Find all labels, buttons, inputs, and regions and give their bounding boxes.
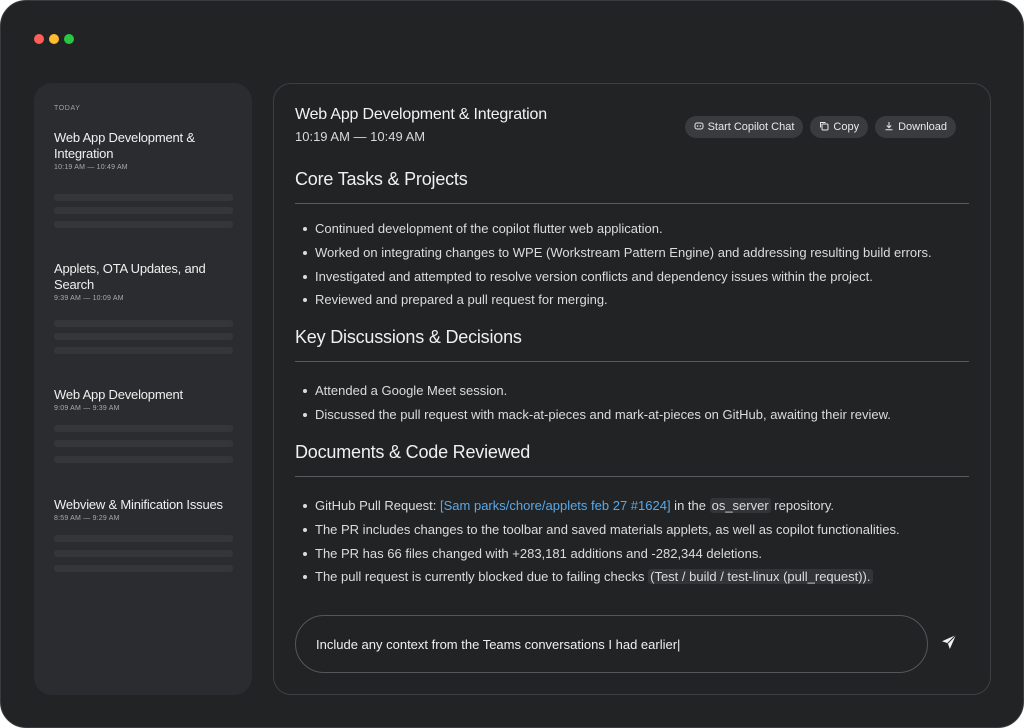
start-copilot-chat-button[interactable] [685,116,804,138]
sidebar-item-web-app-dev-integration[interactable] [34,130,252,171]
sidebar-item-title: Web App Development & Integration [54,130,195,161]
skeleton-line [54,320,233,327]
sidebar-item-web-app-dev[interactable] [34,387,252,412]
skeleton-line [54,456,233,463]
documents-list [295,494,900,589]
download-icon [884,121,894,134]
pull-request-link[interactable]: [Sam parks/chore/applets feb 27 #1624] [440,498,671,513]
list-item: The PR has 66 files changed with +283,181 additions and -282,344 deletions. [295,542,900,566]
pr-mid: in the [670,498,710,513]
skeleton-line [54,333,233,340]
copy-icon [819,121,829,134]
sidebar [34,83,252,695]
section-divider [295,361,969,362]
list-item: Continued development of the copilot flutter web application. [295,217,932,241]
summary-panel [273,83,991,695]
minimize-window-button[interactable] [49,34,59,44]
download-label: Download [898,121,947,133]
skeleton-line [54,535,233,542]
sidebar-item-time: 9:39 AM — 10:09 AM [54,295,124,302]
copy-label: Copy [833,121,860,133]
send-icon [941,634,957,655]
close-window-button[interactable] [34,34,44,44]
sidebar-item-title: Applets, OTA Updates, and Search [54,261,206,292]
list-item: Reviewed and prepared a pull request for merging. [295,288,932,312]
skeleton-line [54,550,233,557]
page-time-range: 10:19 AM — 10:49 AM [295,129,426,144]
section-heading-core-tasks: Core Tasks & Projects [295,169,468,189]
list-item: Investigated and attempted to resolve version conflicts and dependency issues within the project. [295,265,932,289]
skeleton-line [54,347,233,354]
action-toolbar [685,116,956,138]
copy-button[interactable] [810,116,868,138]
chat-input-container [295,615,928,673]
blocked-prefix: The pull request is currently blocked due to failing checks [315,569,649,585]
start-copilot-chat-label: Start Copilot Chat [707,121,795,133]
copilot-icon [694,121,704,134]
skeleton-line [54,565,233,572]
skeleton-line [54,221,233,228]
list-item: Discussed the pull request with mack-at-pieces and mark-at-pieces on GitHub, awaiting their review. [295,403,891,427]
core-tasks-list [295,217,932,312]
list-item [295,494,900,518]
list-item [295,565,900,589]
skeleton-line [54,194,233,201]
pr-suffix: repository. [770,498,835,513]
page-title: Web App Development & Integration [295,106,547,123]
sidebar-item-title: Webview & Minification Issues [54,497,223,512]
skeleton-line [54,440,233,447]
section-heading-key-discussions: Key Discussions & Decisions [295,327,522,347]
sidebar-item-time: 8:59 AM — 9:29 AM [54,515,120,522]
sidebar-item-title: Web App Development [54,387,183,402]
skeleton-line [54,207,233,214]
maximize-window-button[interactable] [64,34,74,44]
section-heading-documents: Documents & Code Reviewed [295,442,531,462]
sidebar-item-applets-ota[interactable] [34,261,252,302]
sidebar-section-label: TODAY [54,105,81,112]
pr-prefix: GitHub Pull Request: [315,498,441,513]
section-divider [295,476,969,477]
sidebar-item-webview-minification[interactable] [34,497,252,522]
section-divider [295,203,969,204]
sidebar-item-time: 9:09 AM — 9:39 AM [54,405,120,412]
list-item: Worked on integrating changes to WPE (Workstream Pattern Engine) and addressing resulting build errors. [295,241,932,265]
failing-check-name: (Test / build / test-linux (pull_request)). [650,569,871,585]
download-button[interactable] [875,116,956,138]
sidebar-item-time: 10:19 AM — 10:49 AM [54,164,128,171]
list-item: The PR includes changes to the toolbar and saved materials applets, as well as copilot functionalities. [295,518,900,542]
chat-input[interactable] [316,637,927,652]
send-button[interactable] [938,633,960,655]
key-discussions-list [295,379,891,427]
window-controls [34,34,74,44]
skeleton-line [54,425,233,432]
repo-name: os_server [711,498,769,513]
list-item: Attended a Google Meet session. [295,379,891,403]
